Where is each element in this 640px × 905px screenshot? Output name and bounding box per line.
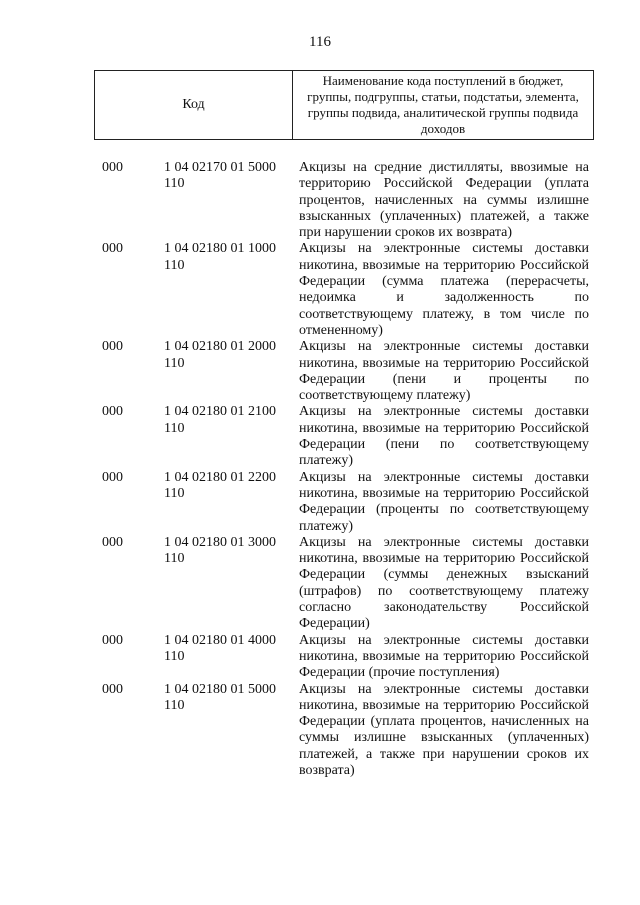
header-code: Код xyxy=(95,71,293,139)
table-header xyxy=(94,70,594,140)
table-row xyxy=(0,633,640,682)
table-row xyxy=(0,682,640,780)
income-code: 1 04 02170 01 5000 110 xyxy=(164,160,276,192)
income-code: 1 04 02180 01 5000 110 xyxy=(164,681,276,713)
income-description: Акцизы на электронные системы доставки никотина, ввозимые на территорию Российской Федерации (пени по соответствующему платежу) xyxy=(299,404,589,469)
income-code: 1 04 02180 01 3000 110 xyxy=(164,534,276,567)
table-row xyxy=(0,535,640,633)
income-code: 1 04 02180 01 2000 110 xyxy=(164,339,276,371)
header-name: Наименование кода поступлений в бюджет, группы, подгруппы, статьи, подстатьи, элемента, группы подвида, аналитической группы подвида доходов xyxy=(307,73,579,136)
table-body xyxy=(0,160,640,779)
admin-code: 000 xyxy=(102,632,123,648)
table-row xyxy=(0,241,640,339)
admin-code: 000 xyxy=(102,681,123,697)
income-description: Акцизы на средние дистилляты, ввозимые на территорию Российской Федерации (уплата процентов, начисленных на суммы излишне взысканных (уплаченных) платежей, а также при нарушении сроков их возврата) xyxy=(299,160,589,241)
table-row xyxy=(0,404,640,469)
income-description: Акцизы на электронные системы доставки никотина, ввозимые на территорию Российской Федерации (сумма платежа (перерасчеты, недоимка и задолженность по соответствующему платежу, в том числе по отмененному) xyxy=(299,241,589,338)
income-code: 1 04 02180 01 4000 110 xyxy=(164,632,276,664)
income-code: 1 04 02180 01 2100 110 xyxy=(164,404,276,436)
income-code: 1 04 02180 01 2200 110 xyxy=(164,469,276,501)
income-description: Акцизы на электронные системы доставки никотина, ввозимые на территорию Российской Федерации (проценты по соответствующему платежу) xyxy=(299,469,589,534)
admin-code: 000 xyxy=(102,469,123,485)
page-number: 116 xyxy=(309,34,331,50)
income-description: Акцизы на электронные системы доставки никотина, ввозимые на территорию Российской Федерации (пени и проценты по соответствующему платежу) xyxy=(299,339,589,404)
income-description: Акцизы на электронные системы доставки никотина, ввозимые на территорию Российской Федерации (прочие поступления) xyxy=(299,632,589,681)
table-row xyxy=(0,160,640,241)
table-row xyxy=(0,339,640,404)
admin-code: 000 xyxy=(102,160,123,175)
table-row xyxy=(0,470,640,535)
income-description: Акцизы на электронные системы доставки никотина, ввозимые на территорию Российской Федерации (суммы денежных взысканий (штрафов) по соответствующему платежу согласно законодательству Российской Федерации) xyxy=(299,534,589,632)
admin-code: 000 xyxy=(102,241,123,257)
admin-code: 000 xyxy=(102,534,123,550)
admin-code: 000 xyxy=(102,404,123,420)
income-code: 1 04 02180 01 1000 110 xyxy=(164,241,276,273)
income-description: Акцизы на электронные системы доставки никотина, ввозимые на территорию Российской Федерации (уплата процентов, начисленных на суммы излишне взысканных (уплаченных) платежей, а также при нарушении сроков их возврата) xyxy=(299,681,589,778)
admin-code: 000 xyxy=(102,339,123,355)
